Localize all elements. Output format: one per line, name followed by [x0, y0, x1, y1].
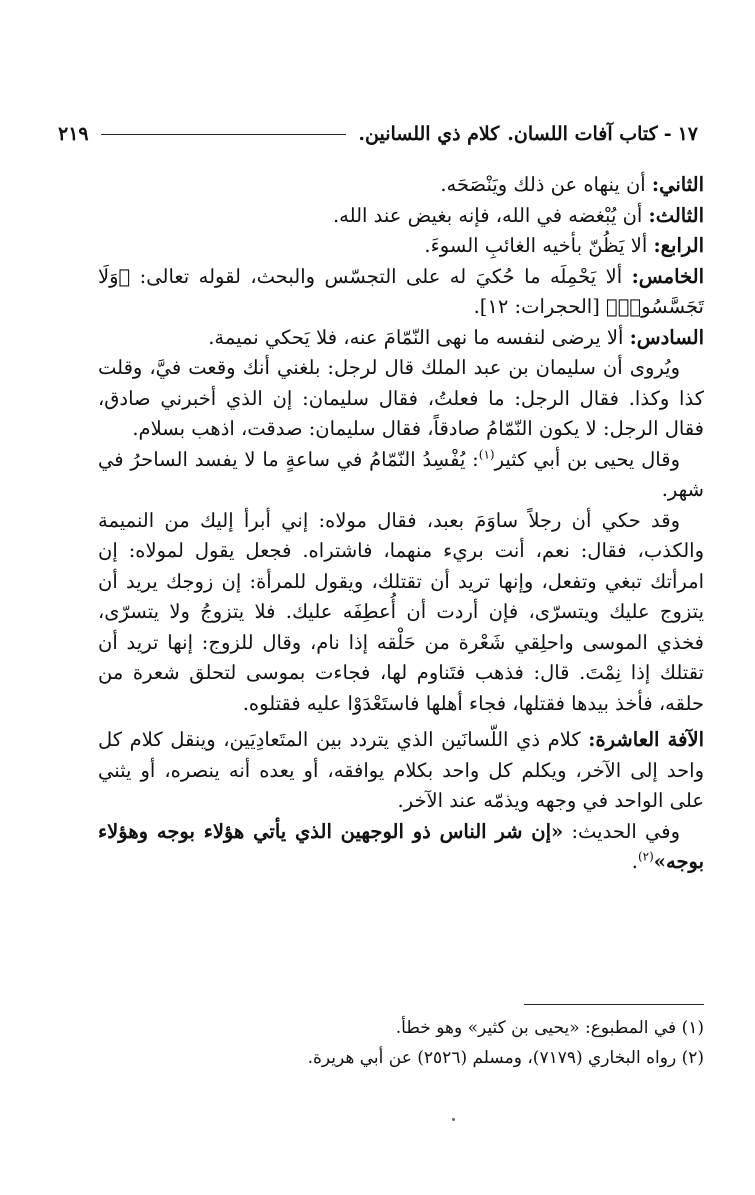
paragraph-hadith [98, 817, 704, 878]
item-label: الرابع: [653, 234, 704, 257]
item-text: ألا يَظُنّ بأخيه الغائبِ السوءَ. [424, 234, 654, 257]
footnote-text: في المطبوع: «يحيى بن كثير» وهو خطأ. [395, 1018, 682, 1038]
paragraph-story: وقد حكي أن رجلاً ساوَمَ بعبد، فقال مولاه: إني أبرأ إليك من النميمة والكذب، فقال: نعم، أنت بريء منهما، فاشتراه. فجعل يقول لمولاه: إن امرأتك تبغي وتفعل، وإنها تريد أن تقتلك، ويقول للمرأة: إن زوجك يريد أن يتزوج عليك ويتسرّى، فإن أردت أن أُعطِفَه عليك. فلا يتزوجُ ولا يتسرّى، فخذي الموسى واحلِقي شَعْرة من حَلْقه إذا نام، وقال للزوج: إنها تريد أن تقتلك إذا نِمْتَ. قال: فذهب فتَناوم لها، فجاءت بموسى لتحلق شعرة من حلقه، فأخذ بيدها فقتلها، فجاء أهلها فاستَعْدَوْا عليه فقتلوه. [98, 508, 704, 715]
list-item [98, 201, 704, 232]
footnote-ref: (٢) [637, 849, 654, 864]
header-separator: - [663, 123, 672, 145]
paragraph-text: وقال يحيى بن أبي كثير [494, 447, 680, 471]
section-label: الآفة العاشرة: [588, 728, 704, 751]
paragraph-suleiman: ويُروى أن سليمان بن عبد الملك قال لرجل: بلغني أنك وقعت فيَّ، وقلت كذا وكذا. فقال الرجل: ما فعلتُ، فقال سليمان: إن الذي أخبرني صادق، فقال الرجل: لا يكون النّمّامُ صادقاً، فقال سليمان: صدقت، اذهب بسلام. [98, 356, 704, 440]
item-label: الخامس: [631, 264, 704, 288]
paragraph-yahya [98, 445, 704, 506]
running-header [58, 118, 698, 150]
footnote-item [98, 1013, 704, 1043]
footnote-text: رواه البخاري (٧١٧٩)، ومسلم (٢٥٢٦) عن أبي هريرة. [307, 1048, 682, 1068]
paragraph-text: وفي الحديث: [563, 819, 681, 843]
list-item [98, 262, 704, 323]
item-text: أن يُبْغضه في الله، فإنه بغيض عند الله. [332, 203, 649, 227]
footnote-number: (١) [681, 1018, 704, 1038]
footnote-rule [524, 1004, 704, 1005]
item-text: ألا يرضى لنفسه ما نهى النّمّامَ عنه، فلا يَحكي نميمة. [208, 325, 630, 349]
item-label: السادس: [629, 325, 704, 349]
paragraph-text: كلام ذي اللّسانَين الذي يتردد بين المتَعادِيَين، وينقل كلام كل واحد إلى الآخر، ويكلم كل واحد بكلام يوافقه، أو يعده أنه ينصره، أو يثني على الواحد في وجهه ويذمّه عند الآخر. [98, 728, 704, 812]
footnote-item [98, 1043, 704, 1073]
chapter-number: ١٧ [677, 123, 698, 145]
header-rule [101, 134, 347, 135]
list-item [98, 323, 704, 354]
print-speck [452, 1118, 455, 1121]
list-item [98, 170, 704, 201]
page-number: ٢١٩ [58, 123, 89, 145]
book-title: كتاب آفات اللسان. [507, 123, 658, 145]
paragraph-text: . [631, 850, 638, 873]
list-item [98, 231, 704, 262]
section-title: كلام ذي اللسانين. [358, 123, 500, 145]
item-text: ألا يَحْمِلَه ما حُكيَ له على التجسّس والبحث، لقوله تعالى: ﴿وَلَا تَجَسَّسُوا۟﴾ [الحجرات: ١٢]. [98, 264, 704, 318]
main-text [98, 170, 704, 878]
paragraph-tenth [98, 725, 704, 817]
item-label: الثالث: [648, 203, 704, 227]
paragraph-text: : يُفْسِدُ النّمّامُ في ساعةٍ ما لا يفسد الساحرُ في شهر. [98, 447, 704, 501]
footnote-number: (٢) [681, 1048, 704, 1068]
item-text: أن ينهاه عن ذلك ويَنْصَحَه. [440, 173, 652, 196]
footnote-ref: (١) [478, 447, 495, 461]
item-label: الثاني: [651, 173, 704, 196]
hadith-quote: «إن شر الناس ذو الوجهين الذي يأتي هؤلاء بوجه وهؤلاء بوجه» [98, 819, 704, 873]
footnotes [98, 1004, 704, 1073]
